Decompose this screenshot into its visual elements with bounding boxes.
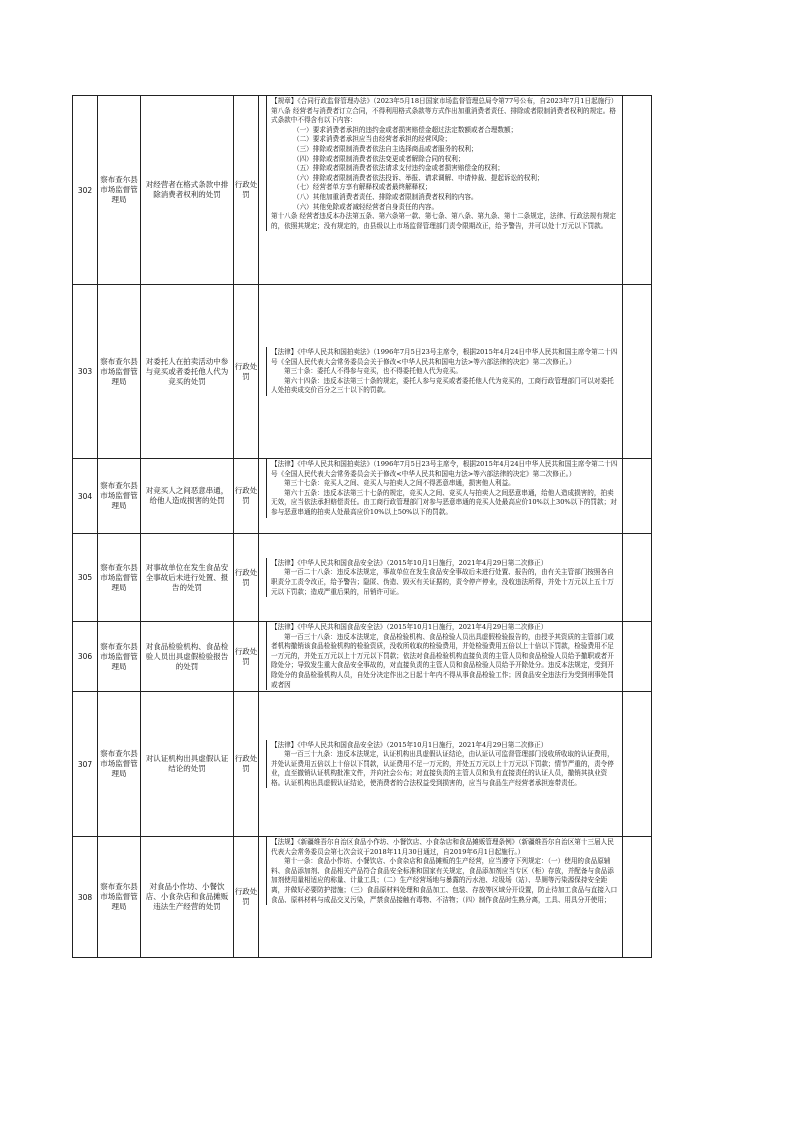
table-row xyxy=(73,285,652,459)
row-number: 304 xyxy=(73,459,98,534)
item-type: 行政处罚 xyxy=(234,692,259,837)
basis-clause: （三）排除或者限制消费者依法自主选择商品或者服务的权利； xyxy=(293,144,478,153)
row-number: 302 xyxy=(73,96,98,285)
remarks-cell xyxy=(623,622,652,692)
remarks-cell xyxy=(623,534,652,622)
basis-clause: （七）经营者单方享有解释权或者最终解释权； xyxy=(293,183,432,192)
basis-heading: 【法规】《新疆维吾尔自治区食品小作坊、小餐饮店、小食杂店和食品摊贩管理条例》（新疆维吾尔自治区第十三届人民代表大会常务委员会第七次会议于2018年11月30日通过，自2019年6月1日起施行。） xyxy=(271,838,614,856)
legal-basis xyxy=(259,459,623,534)
basis-paragraph: 第三十七条：竞买人之间、竞买人与拍卖人之间不得恶意串通，损害他人利益。 xyxy=(284,479,515,488)
department: 察布查尔县市场监督管理局 xyxy=(98,96,141,285)
legal-basis xyxy=(259,622,623,692)
basis-heading: 【规章】《合同行政监督管理办法》（2023年5月18日国家市场监督管理总局令第77号公布，自2023年7月1日起施行） xyxy=(271,97,618,105)
legal-basis xyxy=(259,692,623,837)
law-enforcement-table xyxy=(72,95,652,958)
legal-basis xyxy=(259,534,623,622)
legal-basis-text xyxy=(267,459,622,518)
item-name: 对经营者在格式条款中排除消费者权利的处罚 xyxy=(141,96,234,285)
legal-basis-text xyxy=(267,740,622,789)
legal-basis-text xyxy=(267,558,622,597)
item-name: 对竞买人之间恶意串通，给他人造成损害的处罚 xyxy=(141,459,234,534)
item-name: 对认证机构出具虚假认证结论的处罚 xyxy=(141,692,234,837)
basis-clause: （二）要求消费者承担应当由经营者承担的经营风险； xyxy=(293,135,452,144)
basis-heading: 【法律】《中华人民共和国拍卖法》（1996年7月5日23号主席令，根据2015年4月24日中华人民共和国主席令第二十四号《全国人民代表大会常务委员会关于修改<中华人民共和国电力法>等六部法律的决定》第二次修正。） xyxy=(271,460,618,478)
basis-paragraph: 第六十四条：违反本法第三十条的规定，委托人参与竞买或者委托他人代为竞买的，工商行政管理部门可以对委托人处拍卖成交价百分之三十以下的罚款。 xyxy=(271,376,614,395)
table-row xyxy=(73,622,652,692)
legal-basis-text xyxy=(267,622,622,690)
basis-clause: （六）其他免除或者减轻经营者自身责任的内容。 xyxy=(293,202,439,211)
row-number: 303 xyxy=(73,285,98,459)
basis-clause: （五）排除或者限制消费者依法请求支付违约金或者损害赔偿金的权利； xyxy=(293,164,504,173)
department: 察布查尔县市场监督管理局 xyxy=(98,622,141,692)
basis-paragraph: 第一百三十八条：违反本法规定，食品检验机构、食品检验人员出具虚假检验报告的，由授予其资质的主管部门或者机构撤销该食品检验机构的检验资质，没收所收取的检验费用，并处检验费用五倍以上十倍以下罚款，检验费用不足一万元的，并处五万元以上十万元以下罚款；依法对食品检验机构直接负责的主管人员和食品检验人员给予撤职或者开除处分；导致发生重大食品安全事故的，对直接负责的主管人员和食品检验人员给予开除处分。违反本法规定，受到开除处分的食品检验机构人员，自处分决定作出之日起十年内不得从事食品检验工作；因食品安全违法行为受到刑事处罚或者因 xyxy=(271,632,614,689)
basis-clause: （一）要求消费者承担的违约金或者损害赔偿金超过法定数额或者合理数额； xyxy=(293,125,518,134)
legal-basis xyxy=(259,96,623,285)
department: 察布查尔县市场监督管理局 xyxy=(98,692,141,837)
item-name: 对食品小作坊、小餐饮店、小食杂店和食品摊贩违法生产经营的处罚 xyxy=(141,837,234,958)
basis-paragraph: 第六十五条：违反本法第三十七条的规定，竞买人之间、竞买人与拍卖人之间恶意串通，给他人造成损害的，拍卖无效，应当依法承担赔偿责任。由工商行政管理部门对参与恶意串通的竞买人处最高应价10%以上30%以下的罚款；对参与恶意串通的拍卖人处最高应价10%以上50%以下的罚款。 xyxy=(271,488,617,516)
basis-heading: 【法律】《中华人民共和国拍卖法》（1996年7月5日23号主席令，根据2015年4月24日中华人民共和国主席令第二十四号《全国人民代表大会常务委员会关于修改<中华人民共和国电力法>等六部法律的决定》第二次修正。） xyxy=(271,348,618,366)
basis-paragraph: 第十一条：食品小作坊、小餐饮店、小食杂店和食品摊贩的生产经营，应当遵守下列规定：（一）使用的食品原辅料、食品添加剂、食品相关产品符合食品安全标准和国家有关规定，食品添加剂应当专区（柜）存放，并配备与食品添加剂使用量相适应的称量、计量工具；（二）生产经营场地与暴露的污水池、垃圾场（站）、旱厕等污染源保持安全距离，并做好必要防护措施；（三）食品原材料处理和食品加工、包装、存放等区域分开设置，防止待加工食品与直接入口食品、原料材料与成品交叉污染，严禁食品接触有毒物、不洁物；（四）制作食品时生熟分离，工具、用具分开使用； xyxy=(271,857,618,904)
legal-basis xyxy=(259,837,623,958)
item-type: 行政处罚 xyxy=(234,837,259,958)
item-type: 行政处罚 xyxy=(234,96,259,285)
basis-heading: 【法律】《中华人民共和国食品安全法》（2015年10月1日施行，2021年4月29日第二次修正） xyxy=(271,558,548,567)
row-number: 307 xyxy=(73,692,98,837)
legal-basis-text xyxy=(267,96,622,231)
remarks-cell xyxy=(623,692,652,837)
remarks-cell xyxy=(623,837,652,958)
item-type: 行政处罚 xyxy=(234,622,259,692)
basis-heading: 【法律】《中华人民共和国食品安全法》（2015年10月1日施行，2021年4月29日第二次修正） xyxy=(271,623,548,631)
row-number: 306 xyxy=(73,622,98,692)
item-name: 对食品检验机构、食品检验人员出具虚假检验报告的处罚 xyxy=(141,622,234,692)
remarks-cell xyxy=(623,459,652,534)
table-row xyxy=(73,692,652,837)
remarks-cell xyxy=(623,96,652,285)
basis-paragraph: 第十八条 经营者违反本办法第五条、第六条第一款、第七条、第八条、第九条、第十二条规定，法律、行政法规有规定的，依照其规定；没有规定的，由县级以上市场监督管理部门责令限期改正，给予警告，并可以处十万元以下罚款。 xyxy=(271,212,616,230)
basis-clause: （八）其他加重消费者责任、排除或者限制消费者权利的内容。 xyxy=(293,192,478,201)
basis-paragraph: 第三十条：委托人不得参与竞买，也不得委托他人代为竞买。 xyxy=(284,367,463,376)
basis-paragraph: 第一百二十八条：违反本法规定，事故单位在发生食品安全事故后未进行处置、报告的，由有关主管部门按照各自职责分工责令改正，给予警告；隐匿、伪造、毁灭有关证据的，责令停产停业，没收违法所得，并处十万元以上五十万元以下罚款；造成严重后果的，吊销许可证。 xyxy=(271,568,614,596)
legal-basis-text xyxy=(267,347,622,396)
department: 察布查尔县市场监督管理局 xyxy=(98,285,141,459)
item-name: 对委托人在拍卖活动中参与竞买或者委托他人代为竞买的处罚 xyxy=(141,285,234,459)
department: 察布查尔县市场监督管理局 xyxy=(98,837,141,958)
legal-basis xyxy=(259,285,623,459)
table-row xyxy=(73,534,652,622)
item-type: 行政处罚 xyxy=(234,459,259,534)
basis-clause: （六）排除或者限制消费者依法投诉、举报、请求调解、申请仲裁、提起诉讼的权利； xyxy=(293,173,544,182)
table-row xyxy=(73,459,652,534)
row-number: 308 xyxy=(73,837,98,958)
basis-paragraph: 第八条 经营者与消费者订立合同，不得利用格式条款等方式作出加重消费者责任、排除或者限制消费者权利的规定。格式条款中不得含有以下内容： xyxy=(271,106,616,125)
item-type: 行政处罚 xyxy=(234,534,259,622)
remarks-cell xyxy=(623,285,652,459)
item-name: 对事故单位在发生食品安全事故后未进行处置、报告的处罚 xyxy=(141,534,234,622)
table-row xyxy=(73,96,652,285)
department: 察布查尔县市场监督管理局 xyxy=(98,534,141,622)
legal-basis-text xyxy=(267,837,622,905)
department: 察布查尔县市场监督管理局 xyxy=(98,459,141,534)
item-type: 行政处罚 xyxy=(234,285,259,459)
basis-heading: 【法律】《中华人民共和国食品安全法》（2015年10月1日施行，2021年4月29日第二次修正） xyxy=(271,740,548,749)
basis-clause: （四）排除或者限制消费者依法变更或者解除合同的权利； xyxy=(293,154,465,163)
row-number: 305 xyxy=(73,534,98,622)
basis-paragraph: 第一百三十九条：违反本法规定，认证机构出具虚假认证结论，由认证认可监督管理部门没收所收取的认证费用，并处认证费用五倍以上十倍以下罚款，认证费用不足一万元的，并处五万元以上十万元以下罚款；情节严重的，责令停业，直至撤销认证机构批准文件，并向社会公布；对直接负责的主管人员和负有直接责任的认证人员，撤销其执业资格。认证机构出具虚假认证结论，使消费者的合法权益受到损害的，应当与食品生产经营者承担连带责任。 xyxy=(271,750,614,787)
table-row xyxy=(73,837,652,958)
